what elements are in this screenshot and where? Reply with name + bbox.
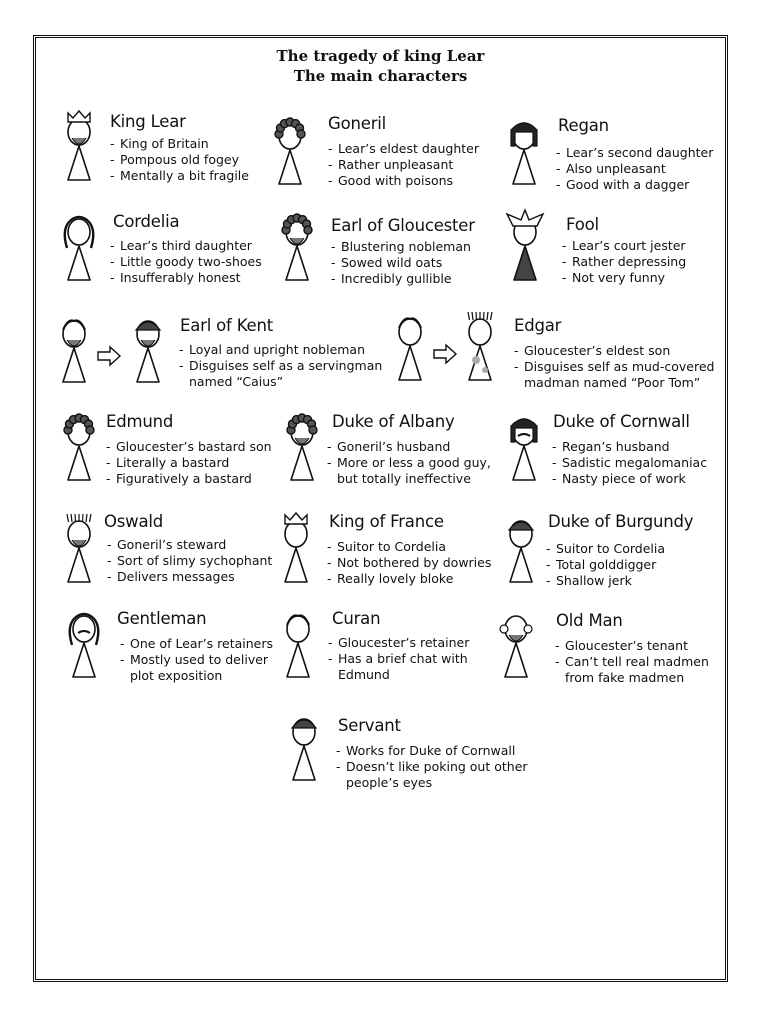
bullet-dash: - xyxy=(327,571,332,586)
trait-item xyxy=(110,168,249,184)
trait-text: plot exposition xyxy=(130,668,223,683)
trait-item xyxy=(336,759,528,775)
trait-item xyxy=(106,439,272,455)
trait-text: Gloucester’s bastard son xyxy=(116,439,272,454)
character-name: Servant xyxy=(338,716,401,735)
trait-text: Rather unpleasant xyxy=(338,157,454,172)
trait-item xyxy=(327,439,491,455)
mustached-long-haired-man-icon xyxy=(62,605,117,681)
bullet-dash: - xyxy=(107,553,112,568)
character-name: King of France xyxy=(329,512,444,531)
character-name: Earl of Kent xyxy=(180,316,273,335)
character-traits xyxy=(555,638,709,686)
trait-text: Works for Duke of Cornwall xyxy=(346,743,516,758)
trait-text: One of Lear’s retainers xyxy=(130,636,273,651)
trait-item xyxy=(179,342,382,358)
trait-item xyxy=(546,573,665,589)
bullet-dash: - xyxy=(552,439,557,454)
bullet-dash: - xyxy=(331,255,336,270)
trait-text: Delivers messages xyxy=(117,569,235,584)
man-to-disguised-servant-icon xyxy=(60,310,175,386)
bullet-dash: - xyxy=(336,743,341,758)
character-name: Old Man xyxy=(556,611,623,630)
trait-text: Blustering nobleman xyxy=(341,239,471,254)
trait-item xyxy=(331,271,471,287)
bullet-dash: - xyxy=(546,557,551,572)
trait-item xyxy=(555,670,709,686)
character-name: Curan xyxy=(332,609,381,628)
character-name: Edmund xyxy=(106,412,174,431)
trait-item xyxy=(328,651,469,667)
bullet-dash: - xyxy=(336,759,341,774)
trait-text: More or less a good guy, xyxy=(337,455,491,470)
trait-text: King of Britain xyxy=(120,136,209,151)
trait-item xyxy=(106,471,272,487)
trait-text: Suitor to Cordelia xyxy=(556,541,666,556)
trait-text: people’s eyes xyxy=(346,775,433,790)
bullet-dash: - xyxy=(328,635,333,650)
trait-text: Goneril’s steward xyxy=(117,537,227,552)
trait-text: Good with poisons xyxy=(338,173,454,188)
trait-text: Total golddigger xyxy=(556,557,657,572)
trait-item xyxy=(331,255,471,271)
bullet-dash: - xyxy=(555,638,560,653)
bullet-dash: - xyxy=(562,254,567,269)
trait-item xyxy=(179,374,382,390)
bullet-dash: - xyxy=(327,555,332,570)
character-traits xyxy=(331,239,471,287)
character-name: Duke of Cornwall xyxy=(553,412,690,431)
character-traits xyxy=(106,439,272,487)
bullet-dash: - xyxy=(546,573,551,588)
bullet-dash: - xyxy=(556,177,561,192)
trait-text: Has a brief chat with xyxy=(338,651,468,666)
bullet-dash: - xyxy=(562,270,567,285)
trait-item xyxy=(120,668,273,684)
trait-text: Sort of slimy sychophant xyxy=(117,553,273,568)
trait-item xyxy=(328,667,469,683)
trait-text: Also unpleasant xyxy=(566,161,666,176)
character-name: Cordelia xyxy=(113,212,180,231)
trait-item xyxy=(107,537,272,553)
curly-haired-man-icon xyxy=(57,408,112,484)
character-traits xyxy=(552,439,707,487)
trait-text: Disguises self as a servingman xyxy=(189,358,383,373)
bullet-dash: - xyxy=(552,471,557,486)
trait-item xyxy=(562,254,686,270)
trait-item xyxy=(336,775,528,791)
character-traits xyxy=(179,342,382,390)
trait-item xyxy=(556,161,713,177)
character-traits xyxy=(110,238,262,286)
bullet-dash: - xyxy=(514,343,519,358)
character-name: Earl of Gloucester xyxy=(331,216,475,235)
bullet-dash: - xyxy=(327,439,332,454)
trait-item xyxy=(336,743,528,759)
page-header xyxy=(36,46,725,86)
character-name: King Lear xyxy=(110,112,186,131)
trait-text: Nasty piece of work xyxy=(562,471,686,486)
trait-item xyxy=(120,652,273,668)
trait-text: named “Caius” xyxy=(189,374,284,389)
bullet-dash: - xyxy=(179,358,184,373)
bald-bearded-old-man-icon xyxy=(494,605,549,681)
trait-item xyxy=(106,455,272,471)
character-traits xyxy=(328,141,479,189)
trait-item xyxy=(110,254,262,270)
character-traits xyxy=(328,635,469,683)
trait-text: Lear’s eldest daughter xyxy=(338,141,479,156)
character-traits xyxy=(120,636,273,684)
trait-text: Good with a dagger xyxy=(566,177,690,192)
trait-text: Sadistic megalomaniac xyxy=(562,455,708,470)
trait-item xyxy=(546,541,665,557)
trait-item xyxy=(328,157,479,173)
long-curly-haired-woman-icon xyxy=(57,208,112,284)
bullet-dash: - xyxy=(120,652,125,667)
bullet-dash: - xyxy=(331,239,336,254)
crowned-young-king-icon xyxy=(274,510,329,586)
trait-text: Literally a bastard xyxy=(116,455,230,470)
character-traits xyxy=(107,537,272,585)
trait-text: Figuratively a bastard xyxy=(116,471,252,486)
trait-item xyxy=(328,141,479,157)
trait-text: madman named “Poor Tom” xyxy=(524,375,701,390)
page-subtitle: The main characters xyxy=(293,67,468,85)
page-title: The tragedy of king Lear xyxy=(276,47,485,65)
character-traits xyxy=(562,238,686,286)
trait-text: Incredibly gullible xyxy=(341,271,452,286)
trait-item xyxy=(327,471,491,487)
character-traits xyxy=(327,539,491,587)
bullet-dash: - xyxy=(110,152,115,167)
bullet-dash: - xyxy=(179,342,184,357)
bullet-dash: - xyxy=(120,636,125,651)
trait-text: but totally ineffective xyxy=(337,471,471,486)
bullet-dash: - xyxy=(107,569,112,584)
trait-text: Suitor to Cordelia xyxy=(337,539,447,554)
trait-item xyxy=(327,571,491,587)
trait-item xyxy=(179,358,382,374)
trait-item xyxy=(110,270,262,286)
trait-item xyxy=(562,238,686,254)
bullet-dash: - xyxy=(546,541,551,556)
trait-text: Not bothered by dowries xyxy=(337,555,492,570)
trait-text: Pompous old fogey xyxy=(120,152,240,167)
bullet-dash: - xyxy=(556,161,561,176)
bullet-dash: - xyxy=(110,136,115,151)
trait-item xyxy=(556,177,713,193)
character-name: Duke of Burgundy xyxy=(548,512,694,531)
character-name: Fool xyxy=(566,215,599,234)
character-traits xyxy=(514,343,714,391)
bullet-dash: - xyxy=(514,359,519,374)
trait-item xyxy=(328,635,469,651)
trait-text: Gloucester’s tenant xyxy=(565,638,688,653)
trait-text: Little goody two-shoes xyxy=(120,254,262,269)
dark-bob-haired-woman-icon xyxy=(502,112,557,188)
bullet-dash: - xyxy=(327,455,332,470)
character-name: Oswald xyxy=(104,512,164,531)
capped-servant-icon xyxy=(282,708,337,784)
trait-item xyxy=(110,136,249,152)
character-traits xyxy=(327,439,491,487)
trait-item xyxy=(327,455,491,471)
bullet-dash: - xyxy=(107,537,112,552)
trait-text: Gloucester’s retainer xyxy=(338,635,470,650)
man-to-mud-covered-madman-icon xyxy=(392,308,502,384)
trait-item xyxy=(514,343,714,359)
bullet-dash: - xyxy=(110,238,115,253)
bullet-dash: - xyxy=(110,168,115,183)
curly-haired-bearded-man-icon xyxy=(275,208,330,284)
trait-text: Lear’s court jester xyxy=(572,238,686,253)
trait-text: Edmund xyxy=(338,667,390,682)
trait-item xyxy=(327,555,491,571)
trait-text: Shallow jerk xyxy=(556,573,632,588)
trait-item xyxy=(110,238,262,254)
trait-item xyxy=(555,638,709,654)
trait-text: Regan’s husband xyxy=(562,439,670,454)
bullet-dash: - xyxy=(331,271,336,286)
character-name: Edgar xyxy=(514,316,562,335)
character-traits xyxy=(110,136,249,184)
mustached-dark-haired-man-icon xyxy=(502,408,557,484)
trait-item xyxy=(110,152,249,168)
bullet-dash: - xyxy=(106,439,111,454)
bullet-dash: - xyxy=(110,254,115,269)
trait-text: Loyal and upright nobleman xyxy=(189,342,366,357)
trait-text: Insufferably honest xyxy=(120,270,241,285)
bullet-dash: - xyxy=(552,455,557,470)
trait-item xyxy=(328,173,479,189)
trait-item xyxy=(514,359,714,375)
bullet-dash: - xyxy=(328,651,333,666)
character-traits xyxy=(556,145,713,193)
trait-text: Gloucester’s eldest son xyxy=(524,343,671,358)
trait-text: Disguises self as mud-covered xyxy=(524,359,715,374)
character-name: Goneril xyxy=(328,114,387,133)
trait-item xyxy=(555,654,709,670)
bullet-dash: - xyxy=(328,173,333,188)
trait-item xyxy=(552,455,707,471)
character-traits xyxy=(546,541,665,589)
trait-text: Can’t tell real madmen xyxy=(565,654,709,669)
trait-text: Mentally a bit fragile xyxy=(120,168,249,183)
crowned-bearded-king-icon xyxy=(57,108,112,184)
character-name: Gentleman xyxy=(117,609,207,628)
trait-item xyxy=(327,539,491,555)
bullet-dash: - xyxy=(562,238,567,253)
bullet-dash: - xyxy=(328,157,333,172)
trait-text: Rather depressing xyxy=(572,254,687,269)
bullet-dash: - xyxy=(106,455,111,470)
trait-text: from fake madmen xyxy=(565,670,685,685)
bullet-dash: - xyxy=(556,145,561,160)
trait-text: Not very funny xyxy=(572,270,666,285)
trait-item xyxy=(552,471,707,487)
trait-item xyxy=(107,553,272,569)
bullet-dash: - xyxy=(327,539,332,554)
character-traits xyxy=(336,743,528,791)
trait-item xyxy=(331,239,471,255)
character-name: Duke of Albany xyxy=(332,412,455,431)
trait-text: Doesn’t like poking out other xyxy=(346,759,528,774)
trait-text: Sowed wild oats xyxy=(341,255,443,270)
character-name: Regan xyxy=(558,116,609,135)
trait-text: Really lovely bloke xyxy=(337,571,454,586)
trait-text: Goneril’s husband xyxy=(337,439,451,454)
trait-text: Lear’s third daughter xyxy=(120,238,252,253)
jester-icon xyxy=(503,208,558,284)
trait-item xyxy=(107,569,272,585)
trait-text: Lear’s second daughter xyxy=(566,145,714,160)
curly-haired-woman-icon xyxy=(268,112,323,188)
bullet-dash: - xyxy=(328,141,333,156)
trait-item xyxy=(552,439,707,455)
trait-item xyxy=(514,375,714,391)
bullet-dash: - xyxy=(110,270,115,285)
trait-item xyxy=(120,636,273,652)
trait-item xyxy=(556,145,713,161)
trait-text: Mostly used to deliver xyxy=(130,652,269,667)
trait-item xyxy=(562,270,686,286)
bullet-dash: - xyxy=(555,654,560,669)
man-with-fringe-icon xyxy=(276,605,331,681)
bullet-dash: - xyxy=(106,471,111,486)
trait-item xyxy=(546,557,665,573)
